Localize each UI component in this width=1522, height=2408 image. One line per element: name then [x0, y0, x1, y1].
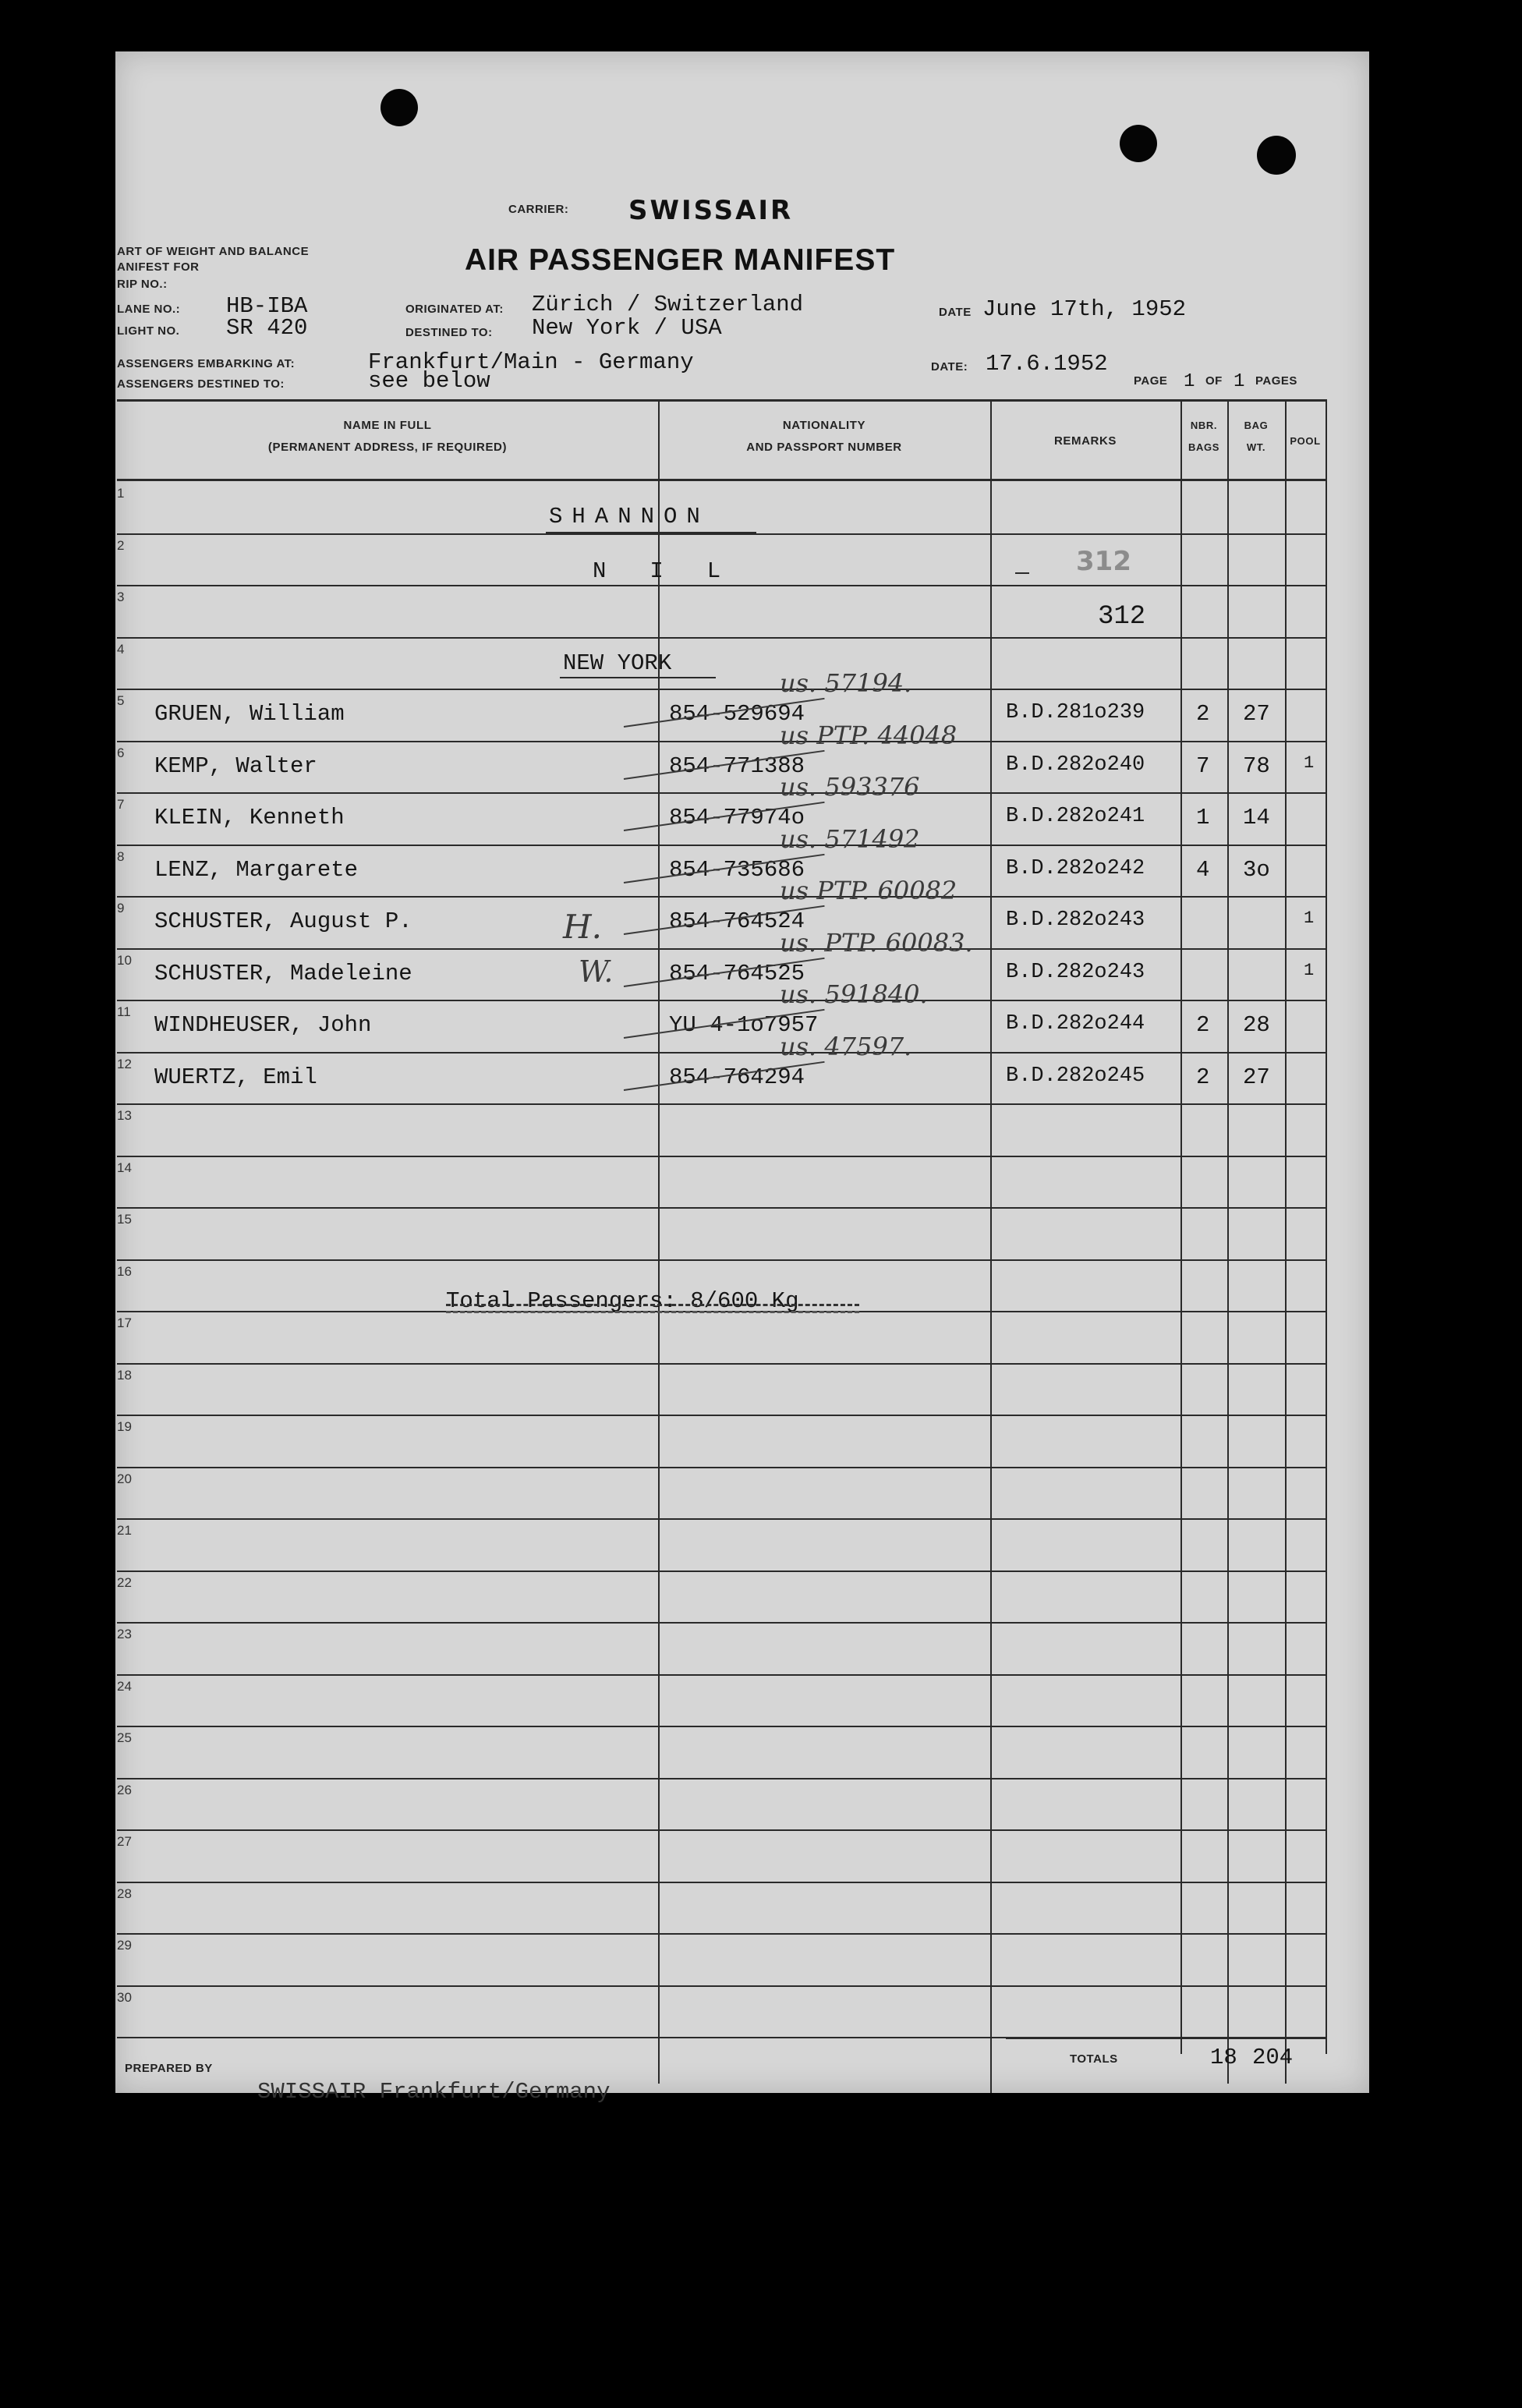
row-rule: [117, 1207, 1326, 1209]
col-header-bags-line1: NBR.: [1190, 420, 1218, 431]
row-number: 20: [117, 1471, 132, 1486]
row-number: 9: [117, 901, 125, 915]
row-rule: [117, 1000, 1326, 1001]
row-rule: [117, 1726, 1326, 1727]
table-top-line: [117, 399, 1326, 402]
bag-count: 4: [1196, 856, 1210, 883]
totals-label: TOTALS: [1070, 2052, 1118, 2066]
passport-number: YU 4-1o7957: [669, 1012, 819, 1038]
col-header-name: [117, 415, 658, 459]
row-number: 12: [117, 1056, 132, 1071]
bag-weight: 3o: [1243, 856, 1270, 883]
row-number: 2: [117, 537, 125, 553]
passenger-remarks: B.D.282o242: [1006, 856, 1145, 880]
row-rule: [117, 845, 1326, 846]
row-number: 14: [117, 1160, 132, 1175]
row-number: 8: [117, 848, 125, 864]
page-number: 1: [1184, 371, 1195, 392]
row-rule: [117, 1415, 1326, 1416]
passenger-remarks: B.D.282o243: [1006, 908, 1145, 932]
carrier-logo: SWISSAIR: [628, 195, 794, 226]
row-number: 27: [117, 1834, 132, 1849]
carrier-label: CARRIER:: [508, 203, 569, 216]
plane-value: HB-IBA: [226, 293, 308, 319]
row-number: 25: [117, 1730, 132, 1745]
row-rule: [117, 1156, 1326, 1157]
originated-value: Zürich / Switzerland: [532, 292, 804, 317]
row-rule: [117, 1933, 1326, 1935]
of-label: OF: [1205, 374, 1223, 388]
passport-number: 854-771388: [669, 752, 805, 779]
handwritten-note: us. PTP. 60083.: [780, 927, 973, 958]
col-header-name-line2: (PERMANENT ADDRESS, IF REQUIRED): [267, 441, 508, 454]
section-nil: NIL: [593, 558, 765, 584]
handwritten-note: us. 591840.: [780, 979, 928, 1009]
passenger-name: WINDHEUSER, John: [154, 1012, 372, 1038]
handwritten-note: us. 47597.: [780, 1031, 912, 1061]
page-total: 1: [1234, 371, 1245, 392]
embarking-value: Frankfurt/Main - Germany: [368, 349, 694, 375]
row-number: 1: [117, 486, 125, 501]
pages-label: PAGES: [1255, 374, 1297, 388]
date-value: June 17th, 1952: [982, 296, 1187, 322]
passenger-name: KEMP, Walter: [154, 752, 317, 779]
row-rule: [117, 689, 1326, 690]
row-rule: [117, 585, 1326, 586]
punch-hole: [1120, 125, 1157, 162]
row-number: 13: [117, 1108, 132, 1123]
handwritten-note: us. 571492: [780, 823, 920, 854]
row-number: 10: [117, 952, 132, 968]
date2-label: DATE:: [931, 360, 968, 374]
col-divider: [1227, 399, 1229, 2084]
header-line-2: ANIFEST FOR: [117, 260, 200, 274]
row-number: 17: [117, 1316, 132, 1330]
section-shannon: SHANNON: [549, 504, 710, 529]
col-header-nat-line1: NATIONALITY: [782, 419, 866, 432]
passenger-name: KLEIN, Kenneth: [154, 805, 345, 830]
passenger-remarks: B.D.282o244: [1006, 1012, 1145, 1036]
totals-bags: 18: [1210, 2045, 1237, 2070]
col-header-pool: POOL: [1290, 435, 1321, 447]
passenger-remarks: B.D.281o239: [1006, 701, 1145, 724]
bag-count: 2: [1196, 701, 1210, 727]
row-rule: [117, 1674, 1326, 1676]
passenger-name: SCHUSTER, Madeleine: [154, 960, 412, 986]
row-rule: [117, 948, 1326, 950]
row-number: 5: [117, 693, 125, 708]
row-rule: [117, 1103, 1326, 1105]
col-header-nat-line2: AND PASSPORT NUMBER: [746, 441, 902, 454]
col-header-weight: [1227, 415, 1285, 459]
bag-count: 1: [1196, 805, 1210, 830]
bag-weight: 14: [1243, 805, 1270, 830]
destined-value: New York / USA: [532, 315, 722, 341]
row-rule: [117, 1518, 1326, 1520]
passenger-name: GRUEN, William: [154, 701, 345, 727]
row-number: 23: [117, 1627, 132, 1641]
prepared-by-label: PREPARED BY: [125, 2062, 213, 2075]
row-number: 21: [117, 1523, 132, 1538]
embarking-label: ASSENGERS EMBARKING AT:: [117, 357, 296, 370]
row-rule: [117, 1985, 1326, 1987]
col-header-nationality: [658, 415, 990, 459]
pool-mark: 1: [1304, 752, 1315, 773]
remark-dash: [1015, 572, 1029, 574]
bag-weight: 28: [1243, 1012, 1270, 1038]
passenger-remarks: B.D.282o243: [1006, 960, 1145, 984]
passenger-remarks: B.D.282o240: [1006, 752, 1145, 777]
row-number: 16: [117, 1263, 132, 1279]
passenger-name: WUERTZ, Emil: [154, 1064, 317, 1090]
col-divider: [1285, 399, 1287, 2084]
row-number: 3: [117, 590, 125, 604]
total-passengers: Total Passengers: 8/600 Kg: [446, 1288, 799, 1314]
passenger-remarks: B.D.282o245: [1006, 1064, 1145, 1088]
totals-weight: 204: [1252, 2045, 1294, 2070]
prepared-by-value: SWISSAIR Frankfurt/Germany: [257, 2079, 611, 2105]
flight-value: SR 420: [226, 315, 308, 341]
pool-mark: 1: [1304, 908, 1315, 928]
bag-weight: 27: [1243, 701, 1270, 727]
passenger-remarks: B.D.282o241: [1006, 805, 1145, 828]
col-header-wt-line1: BAG: [1244, 420, 1269, 431]
remark-stamp: 312: [1076, 546, 1131, 577]
col-header-bags-line2: BAGS: [1188, 441, 1219, 453]
row-rule: [117, 741, 1326, 742]
date-label: DATE: [939, 306, 972, 319]
col-header-remarks: REMARKS: [1053, 434, 1117, 448]
date2-value: 17.6.1952: [986, 351, 1108, 377]
row-rule: [117, 1052, 1326, 1054]
passenger-name: LENZ, Margarete: [154, 856, 359, 883]
row-number: 26: [117, 1782, 132, 1797]
row-number: 22: [117, 1574, 132, 1590]
passport-number: 854-764524: [669, 908, 805, 934]
row-rule: [117, 1778, 1326, 1779]
col-divider: [1326, 399, 1327, 2054]
row-rule: [117, 1882, 1326, 1883]
pax-destined-value: see below: [368, 368, 490, 394]
plane-label: LANE NO.:: [117, 303, 181, 316]
row-number: 24: [117, 1678, 132, 1694]
row-rule: [117, 1829, 1326, 1831]
bag-count: 2: [1196, 1064, 1210, 1090]
row-number: 11: [117, 1004, 131, 1019]
passport-number: 854-764525: [669, 960, 805, 986]
col-header-wt-line2: WT.: [1246, 441, 1266, 453]
passenger-name: SCHUSTER, August P.: [154, 908, 412, 934]
row-number: 6: [117, 745, 125, 760]
row-rule: [117, 1363, 1326, 1365]
row-rule: [117, 1571, 1326, 1572]
pax-destined-label: ASSENGERS DESTINED TO:: [117, 377, 285, 391]
bag-weight: 27: [1243, 1064, 1270, 1090]
header-line-1: ART OF WEIGHT AND BALANCE: [117, 245, 310, 258]
pool-mark: 1: [1304, 960, 1315, 980]
section-newyork: NEW YORK: [563, 650, 672, 676]
col-divider: [1180, 399, 1182, 2054]
passport-number: 854-529694: [669, 701, 805, 727]
passport-number: 854-77974o: [669, 805, 805, 830]
newyork-underline: [560, 677, 716, 678]
row-number: 15: [117, 1212, 132, 1227]
page-label: PAGE: [1134, 374, 1168, 388]
row-number: 28: [117, 1886, 132, 1901]
row-number: 4: [117, 641, 125, 657]
col-header-name-line1: NAME IN FULL: [343, 419, 432, 432]
totals-top-line: [1006, 2037, 1326, 2039]
originated-label: ORIGINATED AT:: [405, 303, 504, 316]
shannon-underline: [546, 532, 756, 533]
row-rule: [117, 792, 1326, 794]
row-number: 19: [117, 1419, 132, 1434]
remark-312: 312: [1098, 602, 1146, 632]
handwritten-bracket-2: W.: [579, 954, 614, 989]
row-rule: [117, 637, 1326, 639]
punch-hole: [380, 89, 418, 126]
row-rule: [117, 896, 1326, 898]
row-rule: [117, 1622, 1326, 1624]
bag-count: 7: [1196, 752, 1210, 779]
handwritten-note: us. 593376: [780, 772, 920, 802]
flight-label: LIGHT NO.: [117, 324, 180, 338]
col-divider: [990, 399, 992, 2093]
col-header-bags: [1180, 415, 1227, 459]
bag-count: 2: [1196, 1012, 1210, 1038]
row-rule: [117, 1467, 1326, 1468]
table-header-bottom: [117, 479, 1326, 481]
bag-weight: 78: [1243, 752, 1270, 779]
passport-number: 854-735686: [669, 856, 805, 883]
row-rule: [117, 1259, 1326, 1261]
trip-label: RIP NO.:: [117, 278, 168, 291]
row-number: 30: [117, 1989, 132, 2005]
handwritten-note: us PTP. 60082: [780, 876, 957, 905]
handwritten-note: us PTP. 44048: [780, 720, 957, 750]
total-strike-overtype: [446, 1304, 859, 1313]
row-number: 29: [117, 1938, 132, 1953]
punch-hole: [1257, 136, 1296, 175]
passport-number: 854-764294: [669, 1064, 805, 1090]
row-number: 7: [117, 797, 125, 812]
row-number: 18: [117, 1367, 132, 1383]
handwritten-note: us. 57194.: [780, 668, 912, 698]
manifest-title: AIR PASSENGER MANIFEST: [465, 243, 896, 277]
destined-label: DESTINED TO:: [405, 326, 493, 339]
handwritten-bracket-1: H.: [563, 908, 602, 946]
